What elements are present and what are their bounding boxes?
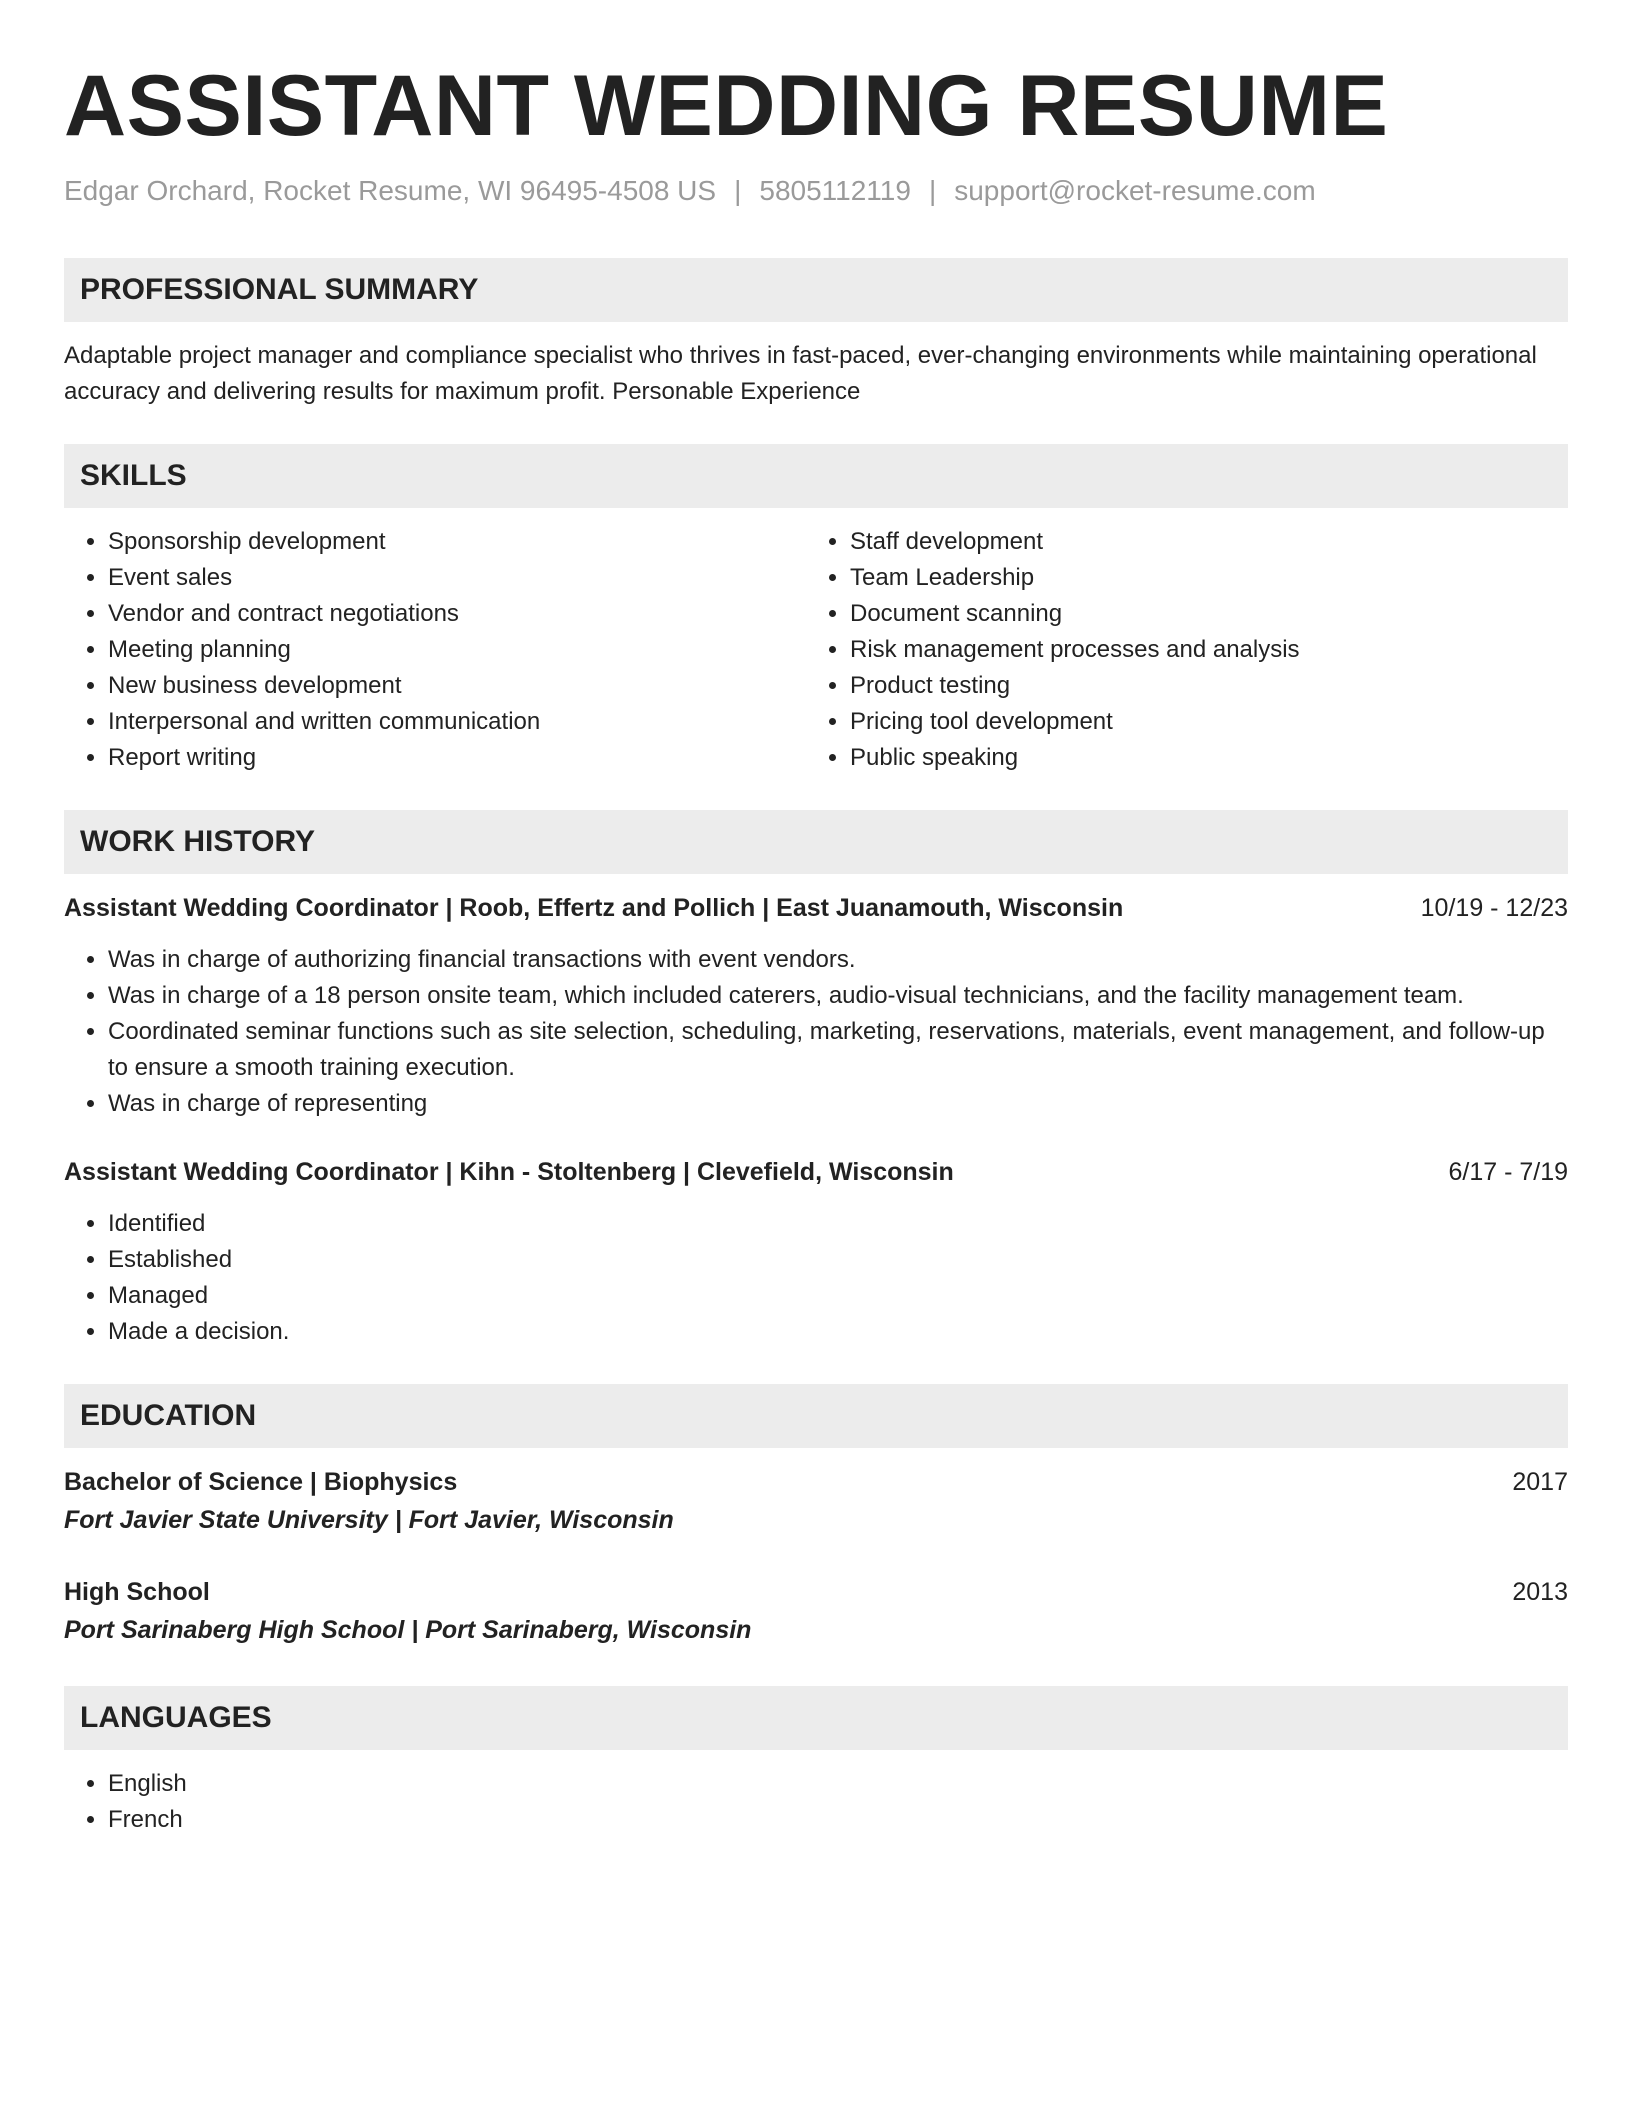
contact-email: support@rocket-resume.com	[954, 175, 1316, 206]
education-school: Port Sarinaberg High School | Port Sarinaberg, Wisconsin	[64, 1616, 752, 1644]
job-bullet: • Made a decision.	[108, 1314, 1568, 1350]
language-item: • English	[108, 1766, 1568, 1802]
education-entry	[64, 1574, 1568, 1650]
summary-text: Adaptable project manager and compliance specialist who thrives in fast-paced, ever-changing environments while maintaining operational accuracy and delivering results for maximum profit. Personable Experience	[64, 342, 1537, 405]
skill-item: • Report writing	[108, 740, 806, 776]
skill-item: • Staff development	[850, 524, 1548, 560]
summary-heading: PROFESSIONAL SUMMARY	[64, 258, 1568, 322]
job-entry	[64, 890, 1568, 1122]
job-entry	[64, 1154, 1568, 1350]
contact-separator: |	[734, 175, 742, 206]
job-dates: 6/17 - 7/19	[1448, 1158, 1568, 1186]
education-degree: Bachelor of Science | Biophysics	[64, 1468, 458, 1496]
contact-separator: |	[928, 175, 937, 206]
work-history-heading: WORK HISTORY	[64, 810, 1568, 874]
skill-item: • Pricing tool development	[850, 704, 1548, 740]
job-bullet: • Coordinated seminar functions such as site selection, scheduling, marketing, reservations, materials, event management, and follow-up to ensure a smooth training execution.	[108, 1014, 1568, 1086]
job-title: Assistant Wedding Coordinator | Kihn - Stoltenberg | Clevefield, Wisconsin	[64, 1158, 954, 1186]
skill-item: • Vendor and contract negotiations	[108, 596, 806, 632]
skill-item: • Document scanning	[850, 596, 1548, 632]
job-dates: 10/19 - 12/23	[1420, 894, 1568, 922]
languages-heading: LANGUAGES	[64, 1686, 1568, 1750]
job-bullet: • Was in charge of a 18 person onsite team, which included caterers, audio-visual technicians, and the facility management team.	[108, 978, 1568, 1014]
skill-item: • Team Leadership	[850, 560, 1548, 596]
language-item: • French	[108, 1802, 1568, 1838]
job-bullet: • Established	[108, 1242, 1568, 1278]
skills-list	[64, 524, 1568, 776]
job-bullet: • Was in charge of authorizing financial transactions with event vendors.	[108, 942, 1568, 978]
skill-item: • Sponsorship development	[108, 524, 806, 560]
skill-item: • Public speaking	[850, 740, 1548, 776]
job-bullets	[64, 1206, 1568, 1350]
education-entry	[64, 1464, 1568, 1540]
skill-item: • Risk management processes and analysis	[850, 632, 1548, 668]
education-header	[64, 1464, 1568, 1500]
job-bullet: • Managed	[108, 1278, 1568, 1314]
skill-item: • Meeting planning	[108, 632, 806, 668]
education-degree: High School	[64, 1578, 210, 1606]
job-bullet: • Was in charge of representing	[108, 1086, 1568, 1122]
skill-item: • Product testing	[850, 668, 1548, 704]
resume-title: ASSISTANT WEDDING RESUME	[64, 58, 1389, 154]
contact-line	[64, 174, 1568, 208]
job-bullet: • Identified	[108, 1206, 1568, 1242]
job-header	[64, 1154, 1568, 1190]
skills-column-left	[64, 524, 806, 776]
education-year: 2013	[1512, 1578, 1568, 1606]
languages-list	[64, 1766, 1568, 1838]
job-header	[64, 890, 1568, 926]
education-header	[64, 1574, 1568, 1610]
skills-heading: SKILLS	[64, 444, 1568, 508]
job-title: Assistant Wedding Coordinator | Roob, Effertz and Pollich | East Juanamouth, Wisconsin	[64, 894, 1124, 922]
education-school: Fort Javier State University | Fort Javier, Wisconsin	[64, 1506, 674, 1534]
education-year: 2017	[1512, 1468, 1568, 1496]
education-heading: EDUCATION	[64, 1384, 1568, 1448]
job-bullets	[64, 942, 1568, 1122]
skill-item: • Interpersonal and written communication	[108, 704, 806, 740]
skills-column-right	[806, 524, 1548, 776]
skill-item: • New business development	[108, 668, 806, 704]
skill-item: • Event sales	[108, 560, 806, 596]
contact-address: Edgar Orchard, Rocket Resume, WI 96495-4508 US	[64, 175, 717, 206]
contact-phone: 5805112119	[759, 175, 911, 206]
